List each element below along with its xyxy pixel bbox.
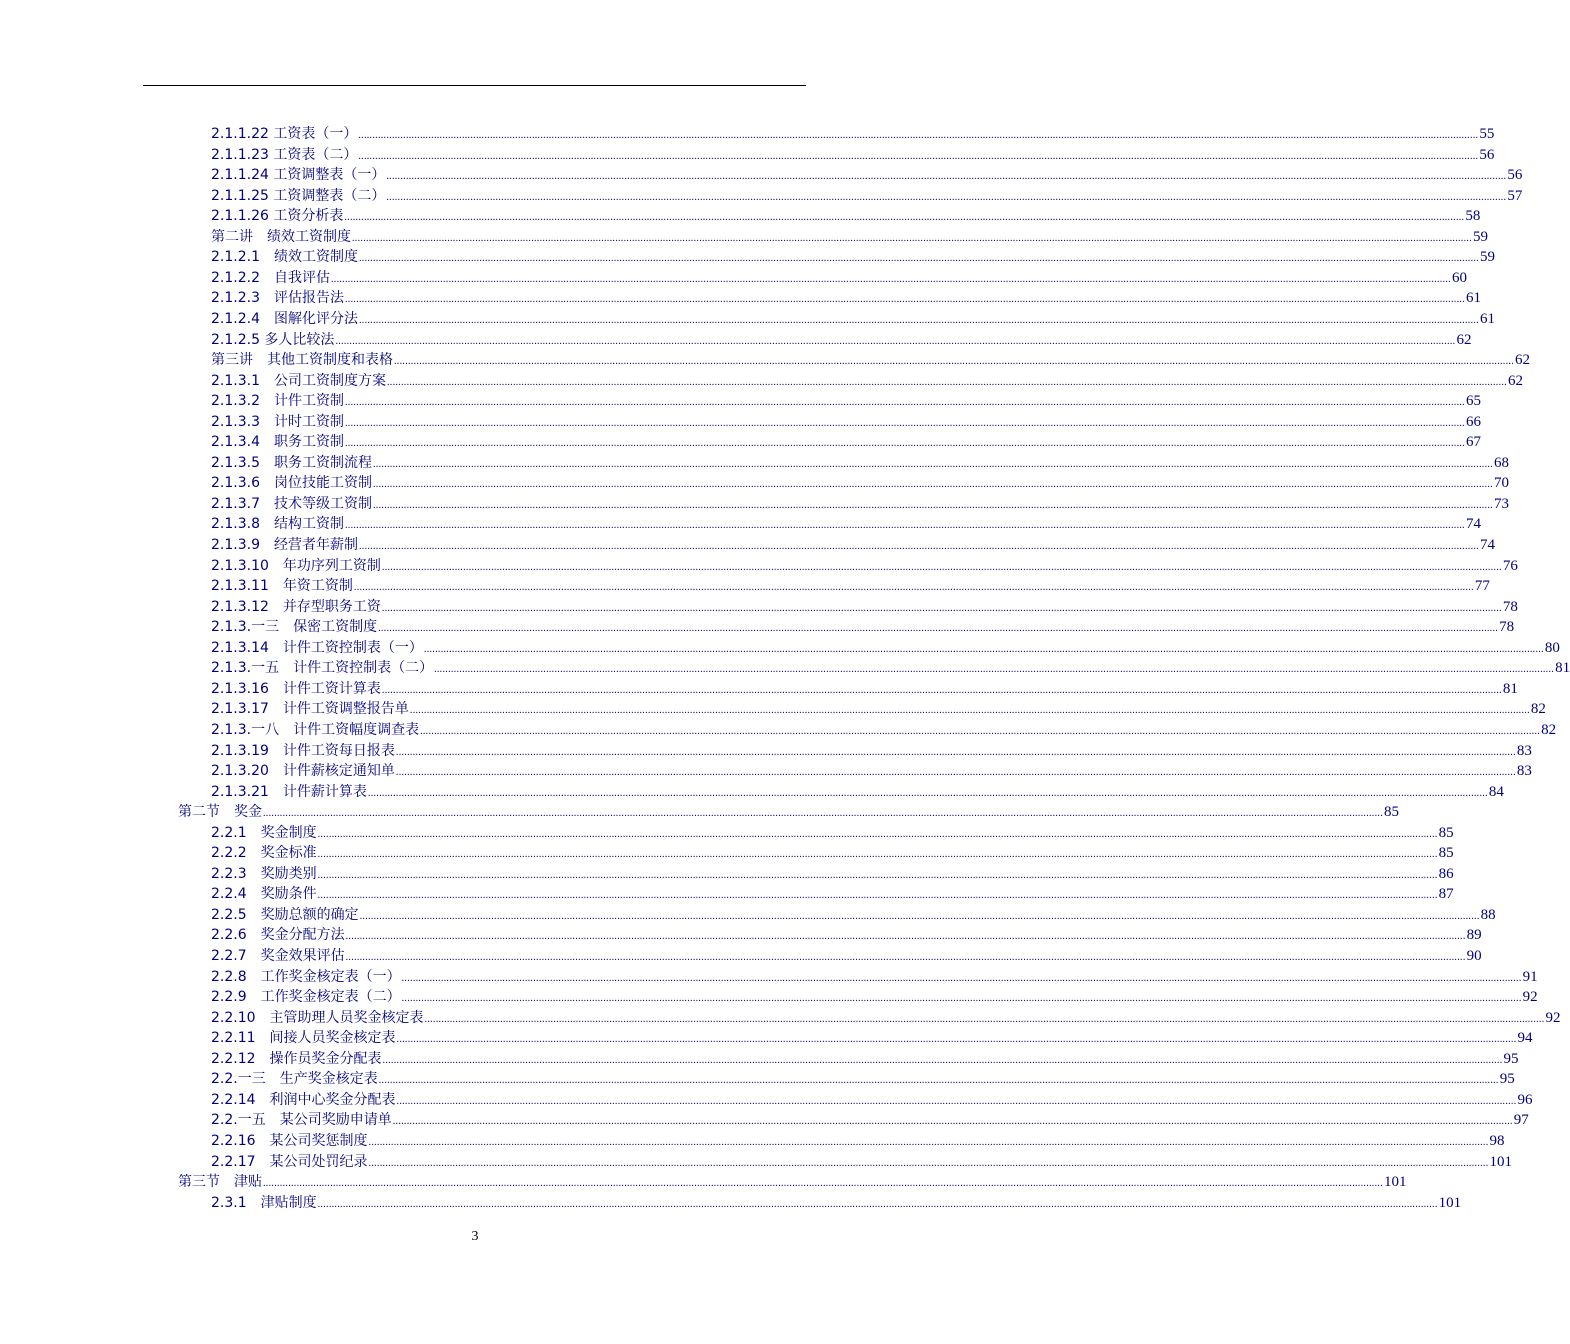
toc-entry-page: 98 — [1489, 1132, 1505, 1149]
toc-entry-title: 2.2.一五 某公司奖励申请单 — [211, 1112, 392, 1129]
toc-entry-page: 78 — [1502, 598, 1518, 615]
toc-entry-title: 2.2.12 操作员奖金分配表 — [211, 1050, 382, 1067]
toc-entry-title: 2.2.17 某公司处罚纪录 — [211, 1153, 368, 1170]
toc-leader-dots: ................................................................................................................................................................................................................................................................................................................................................................................................................ — [317, 869, 1438, 881]
toc-entry-title: 2.1.3.16 计件工资计算表 — [211, 680, 381, 697]
toc-entry[interactable] — [211, 1152, 1513, 1172]
toc-entry-title: 第三讲 其他工资制度和表格 — [211, 352, 393, 369]
toc-entry-title: 2.2.3 奖励类别 — [211, 865, 317, 882]
toc-leader-dots: ................................................................................................................................................................................................................................................................................................................................................................................................................ — [368, 1136, 1489, 1148]
toc-entry-page: 61 — [1479, 310, 1495, 327]
toc-entry-page: 95 — [1503, 1050, 1519, 1067]
toc-leader-dots: ................................................................................................................................................................................................................................................................................................................................................................................................................ — [358, 130, 1479, 141]
toc-entry-title: 2.1.3.14 计件工资控制表（一） — [211, 639, 423, 656]
toc-entry-page: 80 — [1544, 639, 1560, 656]
toc-entry[interactable] — [211, 864, 1454, 884]
toc-entry-page: 82 — [1530, 701, 1546, 718]
toc-entry-page: 90 — [1466, 948, 1482, 964]
toc-entry-page: 60 — [1451, 269, 1467, 286]
toc-leader-dots: ................................................................................................................................................................................................................................................................................................................................................................................................................ — [358, 541, 1479, 552]
toc-entry[interactable] — [211, 782, 1504, 802]
toc-leader-dots: ................................................................................................................................................................................................................................................................................................................................................................................................................ — [395, 767, 1516, 779]
toc-leader-dots: ................................................................................................................................................................................................................................................................................................................................................................................................................ — [401, 972, 1522, 984]
toc-entry[interactable] — [211, 576, 1490, 596]
toc-entry-page: 77 — [1474, 578, 1490, 595]
toc-entry-title: 2.2.7 奖金效果评估 — [211, 948, 345, 964]
toc-entry[interactable] — [211, 679, 1518, 699]
toc-entry[interactable] — [211, 165, 1523, 185]
toc-entry-title: 2.1.3.2 计件工资制 — [211, 393, 344, 410]
toc-entry-page: 62 — [1456, 331, 1472, 348]
toc-entry-page: 61 — [1465, 290, 1481, 307]
toc-entry[interactable] — [211, 823, 1454, 843]
toc-leader-dots: ................................................................................................................................................................................................................................................................................................................................................................................................................ — [423, 643, 1544, 655]
toc-entry-title: 2.1.3.19 计件工资每日报表 — [211, 742, 395, 759]
toc-entry[interactable] — [211, 556, 1518, 576]
toc-leader-dots: ................................................................................................................................................................................................................................................................................................................................................................................................................ — [396, 1095, 1517, 1107]
toc-entry[interactable] — [178, 1172, 1407, 1192]
toc-entry[interactable] — [211, 371, 1523, 391]
toc-entry-page: 83 — [1516, 742, 1532, 759]
toc-entry[interactable] — [211, 494, 1509, 514]
toc-entry[interactable] — [211, 597, 1518, 617]
toc-entry-page: 84 — [1488, 783, 1504, 800]
toc-entry[interactable] — [211, 761, 1532, 781]
toc-entry-title: 2.2.2 奖金标准 — [211, 845, 317, 862]
toc-entry[interactable] — [211, 227, 1488, 247]
toc-entry-title: 2.1.3.8 结构工资制 — [211, 516, 344, 533]
toc-entry-title: 2.1.3.20 计件薪核定通知单 — [211, 763, 395, 780]
toc-entry-title: 2.2.9 工作奖金核定表（二） — [211, 989, 401, 1006]
toc-leader-dots: ................................................................................................................................................................................................................................................................................................................................................................................................................ — [392, 1116, 1513, 1128]
toc-entry-page: 83 — [1516, 763, 1532, 780]
toc-entry-title: 2.2.1 奖金制度 — [211, 824, 317, 841]
toc-entry-page: 81 — [1502, 680, 1518, 697]
toc-entry-title: 2.2.14 利润中心奖金分配表 — [211, 1091, 396, 1108]
toc-leader-dots: ................................................................................................................................................................................................................................................................................................................................................................................................................ — [401, 993, 1522, 1005]
toc-leader-dots: ................................................................................................................................................................................................................................................................................................................................................................................................................ — [386, 191, 1507, 203]
toc-entry[interactable] — [211, 1110, 1529, 1130]
toc-entry-page: 59 — [1479, 249, 1495, 266]
toc-leader-dots: ................................................................................................................................................................................................................................................................................................................................................................................................................ — [344, 212, 1465, 224]
toc-entry[interactable] — [211, 350, 1530, 370]
toc-leader-dots: ................................................................................................................................................................................................................................................................................................................................................................................................................ — [409, 705, 1530, 717]
toc-leader-dots: ................................................................................................................................................................................................................................................................................................................................................................................................................ — [353, 582, 1474, 594]
toc-entry-page: 82 — [1541, 721, 1557, 738]
toc-entry-title: 2.2.4 奖励条件 — [211, 886, 317, 903]
toc-entry-title: 第三节 津贴 — [178, 1174, 262, 1191]
toc-entry[interactable] — [211, 1090, 1533, 1110]
toc-entry-page: 89 — [1466, 927, 1482, 944]
toc-leader-dots: ................................................................................................................................................................................................................................................................................................................................................................................................................ — [317, 1198, 1438, 1210]
toc-entry-title: 2.1.3.1 公司工资制度方案 — [211, 372, 386, 389]
toc-entry[interactable] — [211, 1049, 1519, 1069]
toc-entry-page: 62 — [1507, 372, 1523, 389]
toc-entry-title: 2.1.3.一八 计件工资幅度调查表 — [211, 721, 420, 738]
toc-leader-dots: ................................................................................................................................................................................................................................................................................................................................................................................................................ — [352, 232, 1472, 244]
toc-entry[interactable] — [211, 514, 1481, 534]
toc-entry[interactable] — [211, 699, 1546, 719]
toc-entry-page: 81 — [1555, 660, 1570, 677]
toc-entry[interactable] — [211, 967, 1538, 987]
toc-entry[interactable] — [211, 268, 1467, 288]
toc-entry-title: 2.1.2.4 图解化评分法 — [211, 310, 358, 327]
toc-entry-page: 74 — [1479, 537, 1495, 553]
toc-leader-dots: ................................................................................................................................................................................................................................................................................................................................................................................................................ — [372, 479, 1493, 491]
toc-entry-page: 73 — [1493, 495, 1509, 512]
toc-entry-title: 第二节 奖金 — [178, 804, 262, 821]
toc-entry-title: 2.1.3.5 职务工资制流程 — [211, 454, 372, 471]
toc-entry-page: 85 — [1438, 824, 1454, 841]
toc-entry[interactable] — [211, 330, 1472, 350]
toc-entry-page: 74 — [1465, 516, 1481, 533]
toc-leader-dots: ................................................................................................................................................................................................................................................................................................................................................................................................................ — [344, 397, 1465, 409]
toc-leader-dots: ................................................................................................................................................................................................................................................................................................................................................................................................................ — [372, 458, 1493, 470]
toc-entry-page: 87 — [1438, 886, 1454, 903]
toc-leader-dots: ................................................................................................................................................................................................................................................................................................................................................................................................................ — [378, 1075, 1499, 1087]
toc-entry[interactable] — [211, 638, 1560, 658]
toc-entry-title: 2.1.3.12 并存型职务工资 — [211, 598, 381, 615]
toc-entry[interactable] — [211, 453, 1509, 473]
toc-entry-page: 85 — [1438, 845, 1454, 862]
toc-leader-dots: ................................................................................................................................................................................................................................................................................................................................................................................................................ — [386, 376, 1507, 388]
toc-entry-title: 2.1.3.3 计时工资制 — [211, 413, 344, 430]
toc-entry-title: 2.1.3.一三 保密工资制度 — [211, 619, 378, 636]
toc-entry-page: 101 — [1384, 1174, 1407, 1191]
toc-entry[interactable] — [211, 946, 1482, 966]
toc-entry-page: 88 — [1480, 906, 1496, 923]
toc-leader-dots: ................................................................................................................................................................................................................................................................................................................................................................................................................ — [372, 499, 1493, 511]
toc-entry-title: 2.2.一三 生产奖金核定表 — [211, 1071, 378, 1088]
toc-entry[interactable] — [211, 288, 1481, 308]
toc-entry[interactable] — [211, 720, 1557, 740]
toc-entry-page: 66 — [1465, 413, 1481, 430]
toc-entry-title: 2.3.1 津贴制度 — [211, 1194, 317, 1211]
toc-entry[interactable] — [211, 658, 1570, 678]
toc-entry-page: 94 — [1517, 1030, 1533, 1047]
toc-entry-page: 101 — [1438, 1194, 1462, 1211]
toc-entry-title: 2.2.16 某公司奖惩制度 — [211, 1132, 368, 1149]
toc-entry-page: 86 — [1438, 865, 1454, 882]
toc-entry[interactable] — [211, 884, 1454, 904]
toc-entry[interactable] — [211, 535, 1495, 555]
toc-entry-title: 第二讲 绩效工资制度 — [211, 228, 351, 245]
toc-leader-dots: ................................................................................................................................................................................................................................................................................................................................................................................................................ — [368, 1157, 1489, 1169]
toc-leader-dots: ................................................................................................................................................................................................................................................................................................................................................................................................................ — [424, 1013, 1545, 1025]
toc-entry-title: 2.1.3.21 计件薪计算表 — [211, 783, 367, 800]
toc-leader-dots: ................................................................................................................................................................................................................................................................................................................................................................................................................ — [344, 438, 1465, 450]
toc-entry-title: 2.1.3.10 年功序列工资制 — [211, 557, 381, 574]
toc-entry-page: 70 — [1493, 475, 1509, 492]
toc-leader-dots: ................................................................................................................................................................................................................................................................................................................................................................................................................ — [344, 417, 1465, 429]
toc-leader-dots: ................................................................................................................................................................................................................................................................................................................................................................................................................ — [381, 561, 1502, 573]
toc-entry[interactable] — [211, 391, 1481, 411]
toc-leader-dots: ................................................................................................................................................................................................................................................................................................................................................................................................................ — [317, 849, 1438, 861]
toc-leader-dots: ................................................................................................................................................................................................................................................................................................................................................................................................................ — [395, 746, 1516, 758]
toc-leader-dots: ................................................................................................................................................................................................................................................................................................................................................................................................................ — [263, 1178, 1383, 1190]
toc-entry[interactable] — [211, 412, 1481, 432]
toc-leader-dots: ................................................................................................................................................................................................................................................................................................................................................................................................................ — [381, 684, 1502, 696]
toc-leader-dots: ................................................................................................................................................................................................................................................................................................................................................................................................................ — [394, 356, 1514, 368]
toc-entry-page: 92 — [1522, 989, 1538, 1006]
toc-entry-title: 2.1.3.4 职务工资制 — [211, 434, 344, 451]
toc-leader-dots: ................................................................................................................................................................................................................................................................................................................................................................................................................ — [344, 520, 1465, 532]
toc-leader-dots: ................................................................................................................................................................................................................................................................................................................................................................................................................ — [378, 623, 1499, 635]
toc-leader-dots: ................................................................................................................................................................................................................................................................................................................................................................................................................ — [396, 1034, 1517, 1046]
toc-entry[interactable] — [211, 843, 1454, 863]
toc-entry-title: 2.1.1.25 工资调整表（二） — [211, 187, 386, 204]
toc-entry-title: 2.1.1.26 工资分析表 — [211, 208, 344, 225]
toc-entry-title: 2.1.1.22 工资表（一） — [211, 126, 358, 142]
toc-entry[interactable] — [211, 987, 1538, 1007]
toc-entry-page: 96 — [1517, 1091, 1533, 1108]
toc-entry-title: 2.2.5 奖励总额的确定 — [211, 906, 359, 923]
toc-entry-page: 85 — [1384, 804, 1399, 821]
toc-leader-dots: ................................................................................................................................................................................................................................................................................................................................................................................................................ — [345, 952, 1466, 963]
toc-entry-page: 58 — [1465, 208, 1481, 225]
toc-leader-dots: ................................................................................................................................................................................................................................................................................................................................................................................................................ — [386, 171, 1507, 183]
toc-entry-title: 2.1.2.1 绩效工资制度 — [211, 249, 358, 266]
toc-leader-dots: ................................................................................................................................................................................................................................................................................................................................................................................................................ — [344, 294, 1465, 306]
toc-leader-dots: ................................................................................................................................................................................................................................................................................................................................................................................................................ — [335, 335, 1456, 347]
toc-leader-dots: ................................................................................................................................................................................................................................................................................................................................................................................................................ — [317, 890, 1438, 902]
toc-entry-page: 59 — [1473, 228, 1488, 245]
toc-entry-title: 2.2.10 主管助理人员奖金核定表 — [211, 1009, 424, 1026]
header-rule — [143, 85, 806, 86]
toc-entry[interactable] — [211, 925, 1482, 945]
toc-entry-page: 68 — [1493, 454, 1509, 471]
toc-entry-page: 91 — [1522, 968, 1538, 985]
toc-entry-page: 57 — [1507, 187, 1523, 204]
toc-leader-dots: ................................................................................................................................................................................................................................................................................................................................................................................................................ — [381, 602, 1502, 614]
toc-leader-dots: ................................................................................................................................................................................................................................................................................................................................................................................................................ — [367, 787, 1488, 799]
toc-leader-dots: ................................................................................................................................................................................................................................................................................................................................................................................................................ — [358, 253, 1479, 265]
toc-leader-dots: ................................................................................................................................................................................................................................................................................................................................................................................................................ — [330, 273, 1451, 285]
page-number: 3 — [471, 1229, 479, 1244]
toc-entry[interactable] — [211, 473, 1509, 493]
toc-entry[interactable] — [211, 186, 1523, 206]
toc-entry-page: 95 — [1499, 1071, 1515, 1088]
toc-entry[interactable] — [211, 206, 1481, 226]
toc-entry[interactable] — [211, 1028, 1533, 1048]
toc-entry-title: 2.1.3.9 经营者年薪制 — [211, 537, 358, 553]
toc-entry-title: 2.1.3.17 计件工资调整报告单 — [211, 701, 409, 718]
toc-entry-title: 2.1.3.6 岗位技能工资制 — [211, 475, 372, 492]
toc-leader-dots: ................................................................................................................................................................................................................................................................................................................................................................................................................ — [345, 931, 1466, 943]
toc-entry[interactable] — [211, 145, 1495, 165]
toc-entry[interactable] — [211, 247, 1495, 267]
toc-entry[interactable] — [211, 905, 1496, 925]
toc-entry-page: 65 — [1465, 393, 1481, 410]
toc-leader-dots: ................................................................................................................................................................................................................................................................................................................................................................................................................ — [382, 1054, 1503, 1066]
toc-entry-page: 101 — [1489, 1153, 1513, 1170]
toc-leader-dots: ................................................................................................................................................................................................................................................................................................................................................................................................................ — [317, 828, 1438, 840]
toc-leader-dots: ................................................................................................................................................................................................................................................................................................................................................................................................................ — [420, 725, 1541, 737]
toc-entry-page: 78 — [1499, 619, 1515, 636]
toc-entry-page: 76 — [1502, 557, 1518, 574]
toc-entry-title: 2.2.8 工作奖金核定表（一） — [211, 968, 401, 985]
toc-entry-title: 2.2.11 间接人员奖金核定表 — [211, 1030, 396, 1047]
toc-entry[interactable] — [211, 1069, 1515, 1089]
toc-entry-page: 56 — [1507, 167, 1523, 184]
toc-entry[interactable] — [211, 432, 1481, 452]
toc-entry[interactable] — [211, 741, 1532, 761]
toc-entry-title: 2.1.3.一五 计件工资控制表（二） — [211, 660, 434, 677]
toc-entry-title: 2.1.2.3 评估报告法 — [211, 290, 344, 307]
toc-entry-title: 2.1.2.2 自我评估 — [211, 269, 330, 286]
toc-leader-dots: ................................................................................................................................................................................................................................................................................................................................................................................................................ — [434, 664, 1555, 676]
toc-entry-page: 56 — [1479, 146, 1495, 163]
toc-entry-page: 97 — [1513, 1112, 1529, 1129]
toc-entry[interactable] — [211, 617, 1515, 637]
toc-leader-dots: ................................................................................................................................................................................................................................................................................................................................................................................................................ — [358, 314, 1479, 326]
toc-entry-title: 2.1.1.24 工资调整表（一） — [211, 167, 386, 184]
toc-entry[interactable] — [211, 1193, 1462, 1213]
toc-leader-dots: ................................................................................................................................................................................................................................................................................................................................................................................................................ — [263, 808, 1383, 820]
toc-entry-title: 2.1.3.11 年资工资制 — [211, 578, 353, 595]
toc-entry-page: 92 — [1545, 1009, 1561, 1026]
toc-entry[interactable] — [211, 1008, 1561, 1028]
toc-entry[interactable] — [211, 124, 1495, 144]
toc-entry[interactable] — [211, 309, 1495, 329]
toc-entry[interactable] — [178, 802, 1399, 822]
toc-entry-title: 2.2.6 奖金分配方法 — [211, 927, 345, 944]
toc-entry-title: 2.1.3.7 技术等级工资制 — [211, 495, 372, 512]
toc-entry-page: 55 — [1479, 126, 1495, 142]
toc-entry[interactable] — [211, 1131, 1505, 1151]
toc-entry-page: 62 — [1515, 352, 1530, 369]
toc-entry-page: 67 — [1465, 434, 1481, 451]
toc-entry-title: 2.1.1.23 工资表（二） — [211, 146, 358, 163]
toc-leader-dots: ................................................................................................................................................................................................................................................................................................................................................................................................................ — [358, 150, 1479, 162]
toc-leader-dots: ................................................................................................................................................................................................................................................................................................................................................................................................................ — [359, 910, 1480, 922]
toc-entry-title: 2.1.2.5 多人比较法 — [211, 331, 335, 348]
